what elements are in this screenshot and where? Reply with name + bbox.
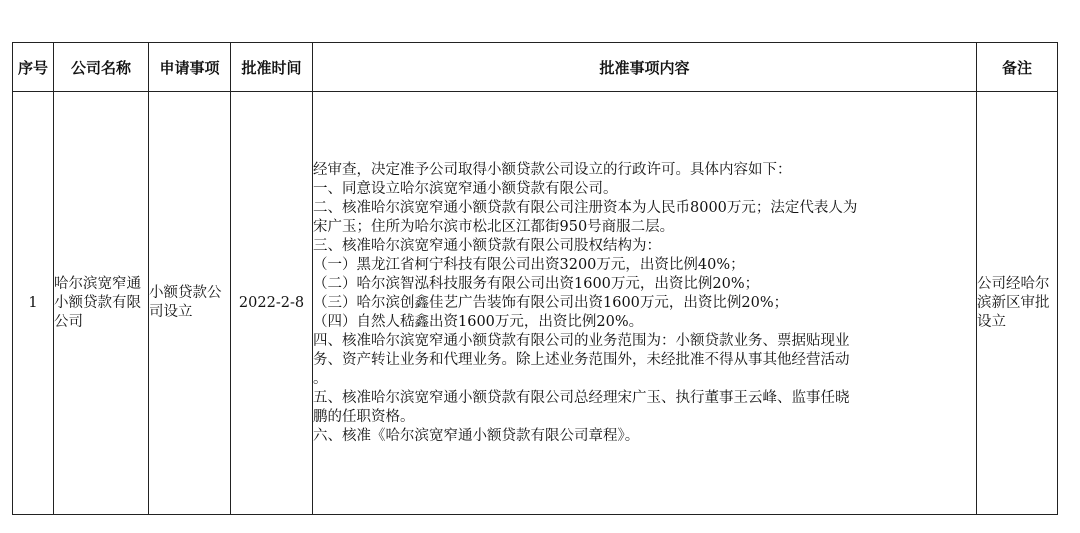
cell-item: 小额贷款公司设立: [149, 92, 231, 515]
content-line: （二）哈尔滨智泓科技服务有限公司出资1600万元，出资比例20%；: [313, 275, 760, 292]
cell-company: 哈尔滨宽窄通小额贷款有限公司: [54, 92, 149, 515]
header-content: 批准事项内容: [313, 43, 977, 92]
content-line: 四、核准哈尔滨宽窄通小额贷款有限公司的业务范围为：小额贷款业务、票据贴现业: [313, 332, 850, 349]
content-line: 二、核准哈尔滨宽窄通小额贷款有限公司注册资本为人民币8000万元；法定代表人为: [313, 199, 858, 216]
header-company: 公司名称: [54, 43, 149, 92]
table-row: [13, 92, 1058, 515]
content-line: 五、核准哈尔滨宽窄通小额贷款有限公司总经理宋广玉、执行董事王云峰、监事任晓: [313, 389, 850, 406]
approval-table: [12, 42, 1058, 515]
content-line: （一）黑龙江省柯宁科技有限公司出资3200万元，出资比例40%；: [313, 256, 745, 273]
content-line: 。: [313, 370, 328, 387]
cell-seq: 1: [13, 92, 54, 515]
header-date: 批准时间: [231, 43, 313, 92]
cell-content: [313, 92, 977, 515]
content-line: 三、核准哈尔滨宽窄通小额贷款有限公司股权结构为：: [313, 237, 661, 254]
header-item: 申请事项: [149, 43, 231, 92]
content-line: 经审查，决定准予公司取得小额贷款公司设立的行政许可。具体内容如下：: [313, 161, 792, 178]
content-line: （三）哈尔滨创鑫佳艺广告装饰有限公司出资1600万元，出资比例20%；: [313, 294, 789, 311]
content-line: 鹏的任职资格。: [313, 408, 415, 425]
header-row: [13, 43, 1058, 92]
header-seq: 序号: [13, 43, 54, 92]
content-line: 一、同意设立哈尔滨宽窄通小额贷款有限公司。: [313, 180, 618, 197]
cell-date: 2022-2-8: [231, 92, 313, 515]
content-line: （四）自然人嵇鑫出资1600万元，出资比例20%。: [313, 313, 644, 330]
cell-note: 公司经哈尔滨新区审批设立: [977, 92, 1058, 515]
header-note: 备注: [977, 43, 1058, 92]
content-line: 六、核准《哈尔滨宽窄通小额贷款有限公司章程》。: [313, 427, 640, 444]
content-line: 宋广玉；住所为哈尔滨市松北区江都街950号商服二层。: [313, 218, 675, 235]
content-line: 务、资产转让业务和代理业务。除上述业务范围外，未经批准不得从事其他经营活动: [313, 351, 850, 368]
